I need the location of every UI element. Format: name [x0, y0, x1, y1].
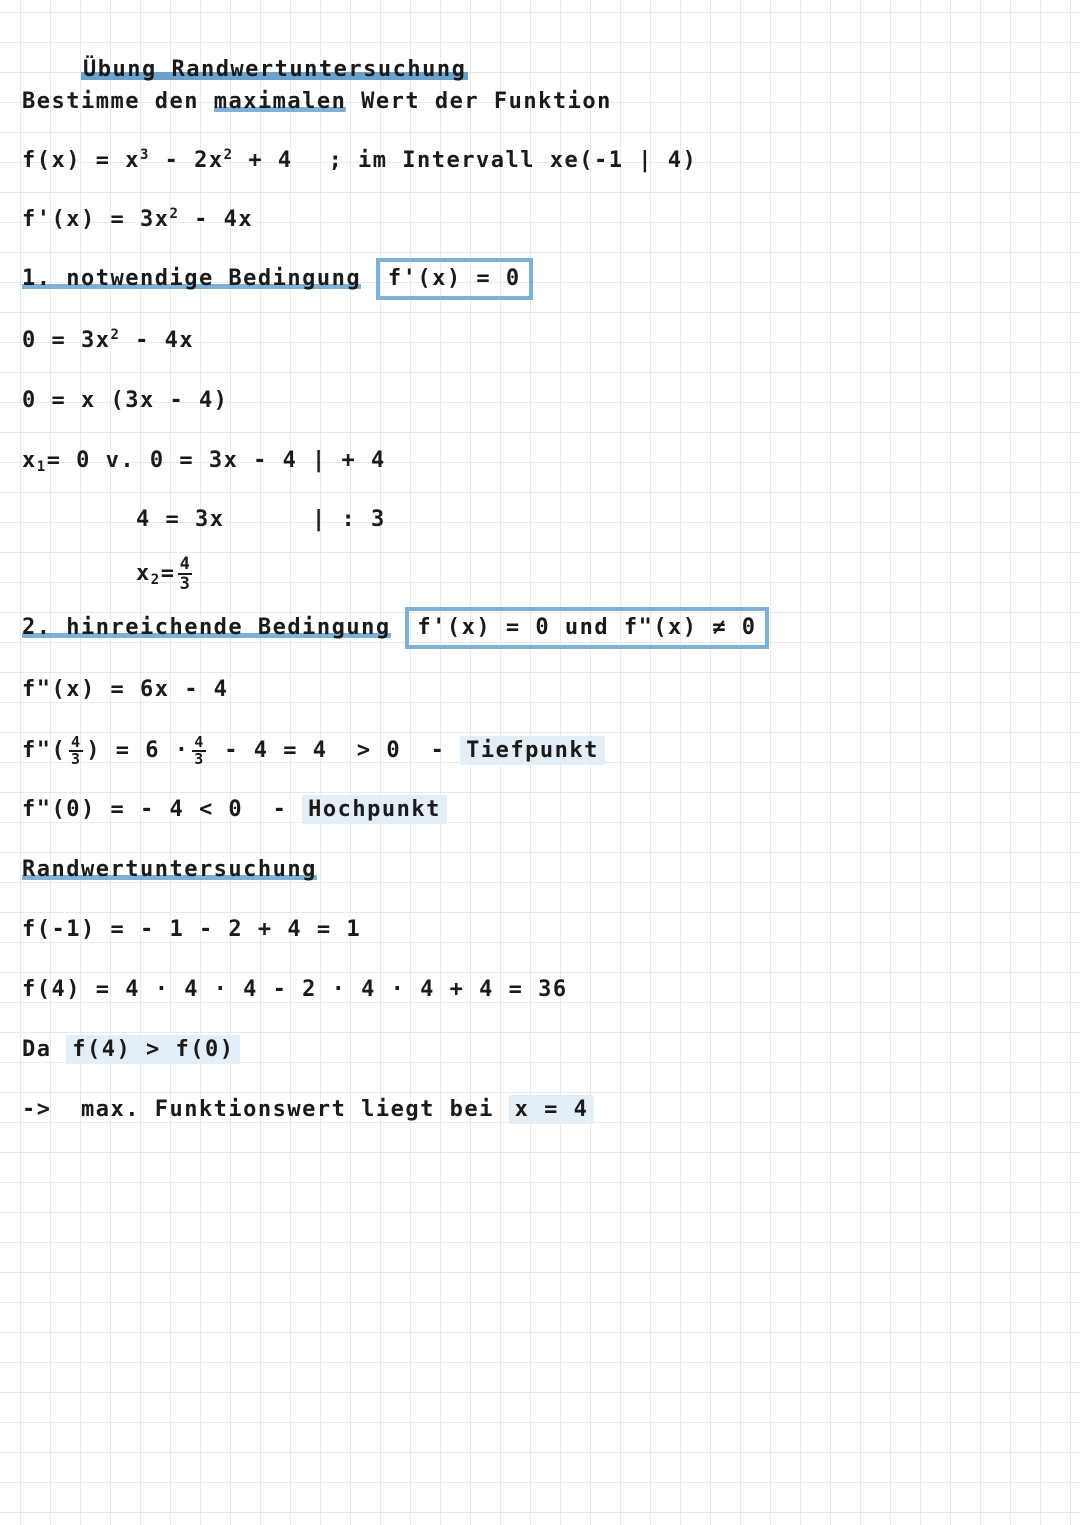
necessary-condition-box: f'(x) = 0 [376, 258, 533, 300]
task-statement: Bestimme den maximalen Wert der Funktion [22, 89, 612, 114]
second-derivative: f"(x) = 6x - 4 [22, 677, 229, 702]
conclusion: -> max. Funktionswert liegt bei x = 4 [22, 1096, 594, 1124]
necessary-condition-label: 1. notwendige Bedingung [22, 266, 362, 291]
comparison: Da f(4) > f(0) [22, 1036, 240, 1064]
section-heading: Randwertuntersuchung [22, 857, 317, 882]
function-definition: $f(x) = x^3 - 2x^2 + 4$ ; im Intervall xe(-1 | 4) [22, 147, 698, 173]
step-4: 4 = 3x [136, 507, 225, 532]
sufficient-condition [22, 607, 769, 649]
fraction-4-3: $\frac{4}{3}$ [179, 554, 192, 594]
check-hochpunkt: f"(0) = - 4 < 0 - Hochpunkt [22, 796, 447, 824]
edge-value-left: f(-1) = - 1 - 2 + 4 = 1 [22, 917, 362, 942]
step-2: 0 = x (3x - 4) [22, 388, 229, 413]
hochpunkt-highlight: Hochpunkt [302, 795, 447, 824]
sufficient-condition-box: f'(x) = 0 und f"(x) ≠ 0 [405, 607, 768, 649]
necessary-condition [22, 258, 533, 300]
sufficient-condition-label: 2. hinreichende Bedingung [22, 615, 391, 640]
comparison-highlight: f(4) > f(0) [66, 1035, 240, 1064]
emphasis-maximal: maximalen [213, 89, 347, 114]
check-tiefpunkt: f"( $\frac{4}{3}$ ) = 6 · $\frac{4}{3}$ - 4 = 4 > 0 - Tiefpunkt [22, 736, 605, 766]
step-5: $x_2=$ $\frac{4}{3}$ [136, 554, 192, 594]
step-4-operation: | : 3 [312, 507, 386, 532]
step-3: $x_1= 0$ v. 0 = 3x - 4 [22, 448, 298, 475]
step-3-operation: | + 4 [312, 448, 386, 473]
step-1: $0 = 3x^2 - 4x$ [22, 327, 195, 353]
tiefpunkt-highlight: Tiefpunkt [460, 736, 605, 765]
interval: ; im Intervall xe(-1 | 4) [328, 148, 698, 173]
conclusion-highlight: x = 4 [509, 1095, 595, 1124]
first-derivative: $f'(x) = 3x^2 - 4x$ [22, 206, 254, 232]
edge-value-right: f(4) = 4 · 4 · 4 - 2 · 4 · 4 + 4 = 36 [22, 977, 568, 1002]
page-title: Übung Randwertuntersuchung [82, 57, 467, 82]
